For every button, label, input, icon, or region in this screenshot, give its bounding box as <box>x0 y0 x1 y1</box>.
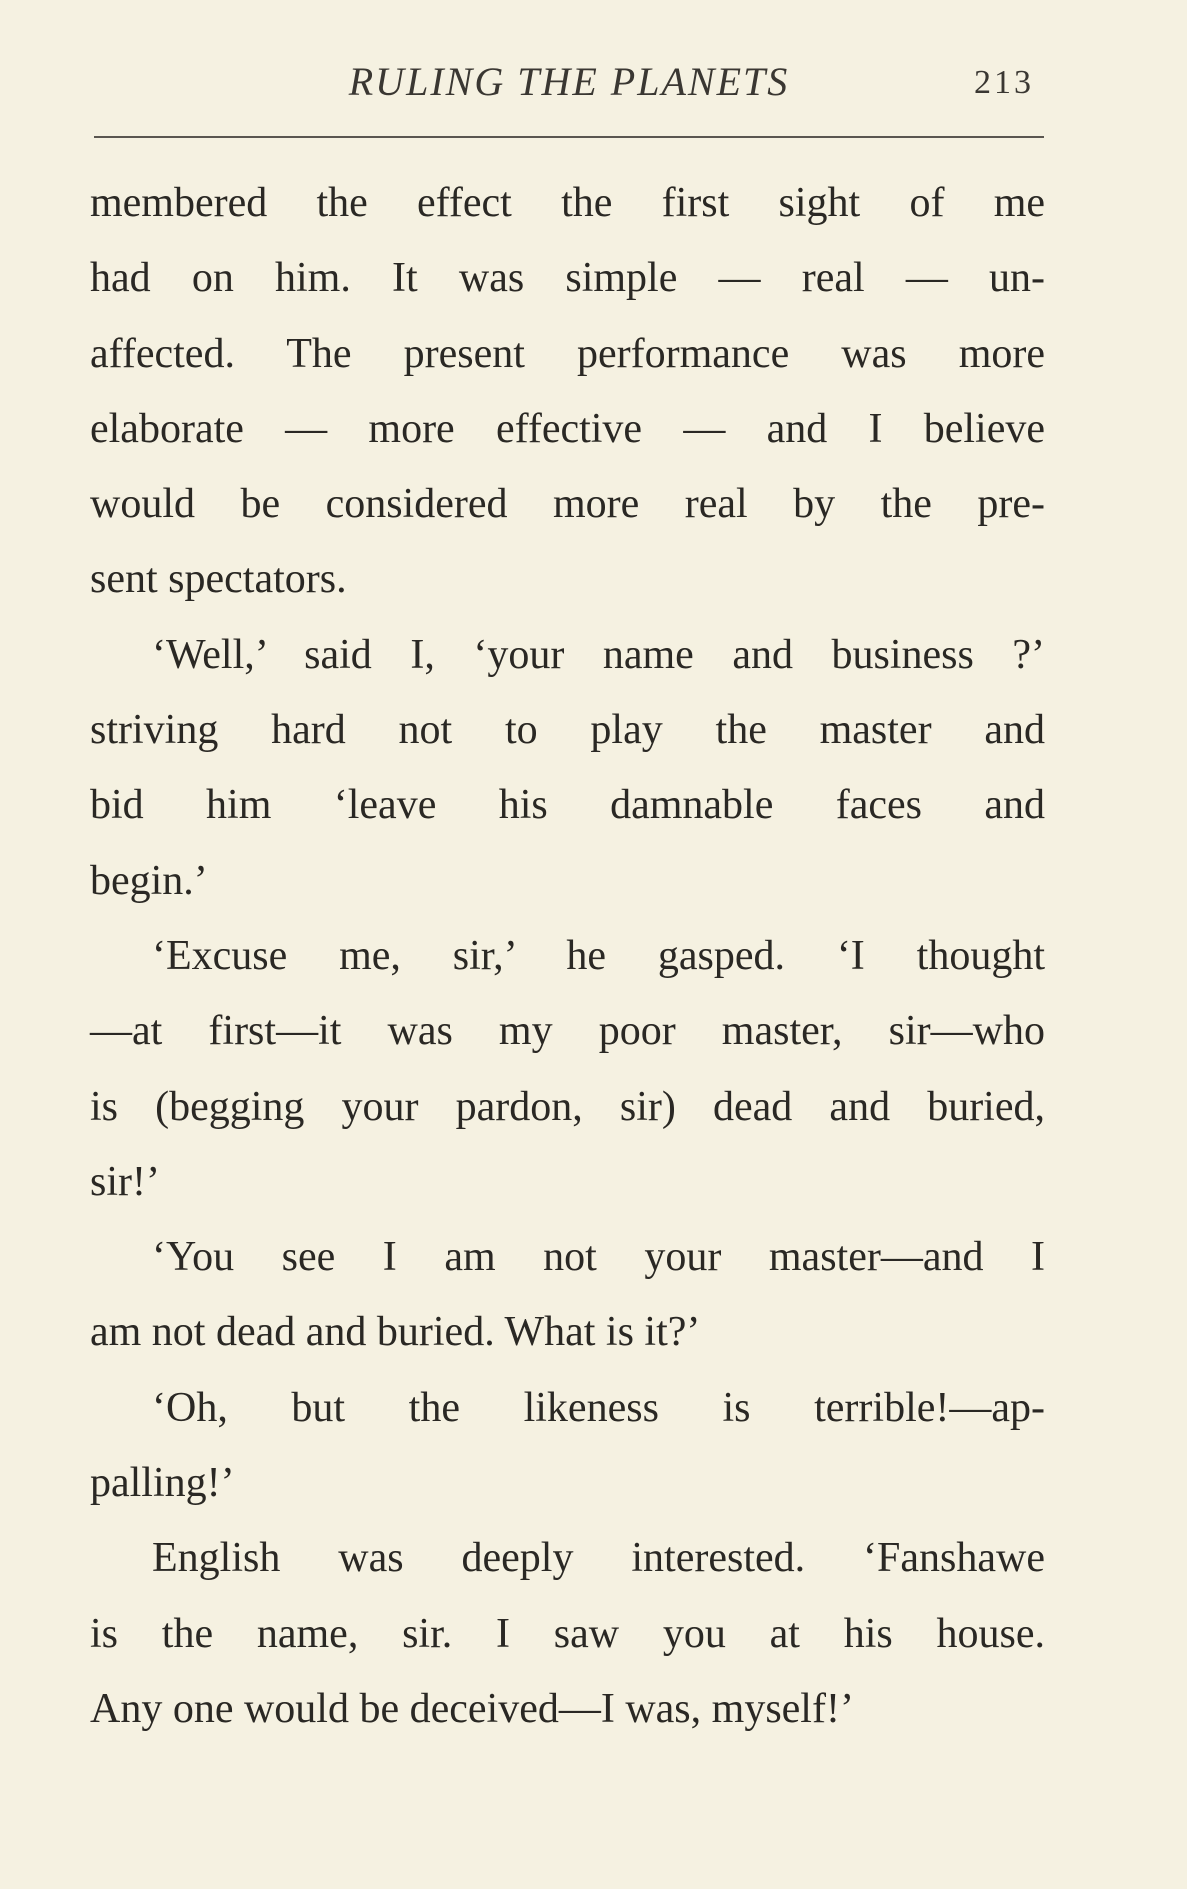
text-line: ‘Oh, but the likeness is terrible!—ap- <box>152 1384 1045 1431</box>
body-text <box>90 166 1045 1747</box>
running-head <box>94 58 1044 118</box>
text-line: affected. The present performance was more <box>90 330 1045 377</box>
text-line: palling!’ <box>90 1460 235 1507</box>
text-line: striving hard not to play the master and <box>90 707 1045 754</box>
text-line: sent spectators. <box>90 556 347 603</box>
text-line: membered the effect the first sight of me <box>90 180 1045 226</box>
text-line: sir!’ <box>90 1158 160 1205</box>
header-rule <box>94 136 1044 138</box>
text-line: had on him. It was simple — real — un- <box>90 255 1045 302</box>
running-title: RULING THE PLANETS <box>348 59 790 104</box>
text-line: bid him ‘leave his damnable faces and <box>90 782 1045 829</box>
page-number: 213 <box>974 64 1034 101</box>
text-line: ‘Excuse me, sir,’ he gasped. ‘I thought <box>152 932 1045 979</box>
text-line: is (begging your pardon, sir) dead and buried, <box>90 1083 1045 1130</box>
text-line: —at first—it was my poor master, sir—who <box>90 1008 1045 1055</box>
text-line: am not dead and buried. What is it?’ <box>90 1309 701 1356</box>
text-line: Any one would be deceived—I was, myself!’ <box>90 1685 854 1732</box>
text-line: English was deeply interested. ‘Fanshawe <box>152 1535 1045 1582</box>
text-line: would be considered more real by the pre- <box>90 481 1045 528</box>
text-line: ‘Well,’ said I, ‘your name and business ?’ <box>152 631 1045 678</box>
text-line: begin.’ <box>90 857 208 904</box>
text-line: is the name, sir. I saw you at his house. <box>90 1610 1045 1657</box>
text-line: ‘You see I am not your master—and I <box>152 1234 1045 1281</box>
text-line: elaborate — more effective — and I believe <box>90 405 1045 452</box>
